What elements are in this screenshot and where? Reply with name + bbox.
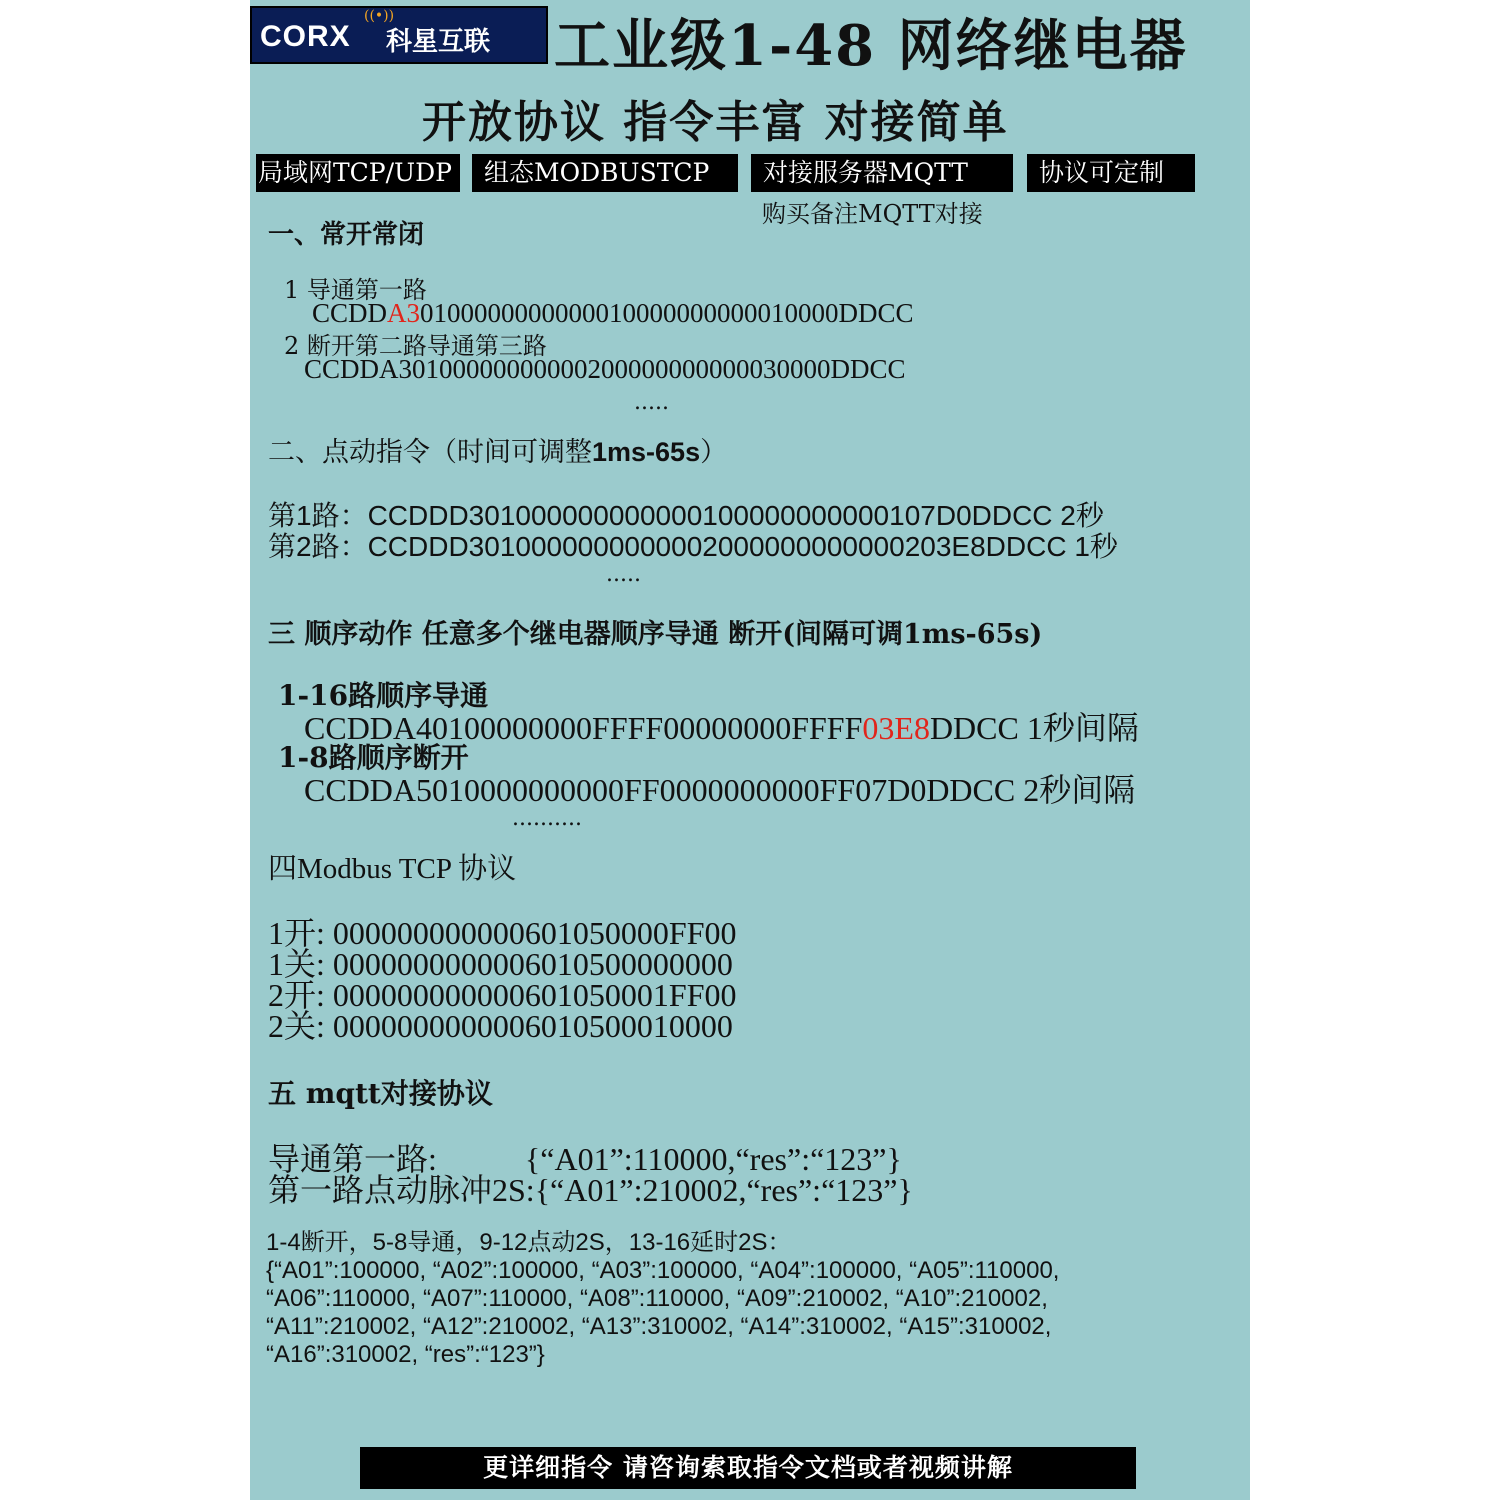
section2-heading — [268, 430, 727, 469]
heading-part: 二、点动指令（时间可调整 — [268, 437, 592, 468]
s2-ellipsis: ..... — [606, 562, 641, 587]
modbus-line: 2开: 000000000000601050001FF00 — [268, 977, 737, 1013]
signal-icon: ((•)) — [364, 8, 395, 24]
s3-item2-label: 1-8路顺序断开 — [278, 741, 469, 774]
cmd-part: CCDDA40100000000FFFF00000000FFFF — [304, 710, 863, 746]
tag-mqtt: 对接服务器MQTT — [751, 154, 1013, 192]
tag-modbus: 组态MODBUSTCP — [472, 154, 738, 192]
s2-line2: 第2路：CCDDD3010000000000002000000000000203E8DDCC 1秒 — [268, 531, 1118, 562]
page-subtitle: 开放协议 指令丰富 对接简单 — [422, 97, 1009, 148]
tag-lan: 局域网TCP/UDP — [256, 154, 460, 192]
mqtt-line1: 导通第一路: {“A01”:110000,“res”:“123”} — [268, 1141, 902, 1177]
s1-item2-command: CCDDA30100000000000200000000000030000DDCC — [304, 354, 906, 384]
mqtt-example-title: 1-4断开，5-8导通，9-12点动2S，13-16延时2S： — [266, 1229, 792, 1256]
cmd-part: 0100000000000010000000000010000DDCC — [420, 298, 914, 328]
logo-cn-text: 科星互联 — [386, 27, 491, 57]
poster — [250, 0, 1250, 1500]
section1-heading: 一、常开常闭 — [268, 220, 425, 250]
section3-heading: 三 顺序动作 任意多个继电器顺序导通 断开(间隔可调1ms-65s) — [268, 619, 1043, 650]
cmd-highlight: 03E8 — [862, 710, 930, 746]
heading-range: 1ms-65s — [592, 437, 701, 467]
s2-line1: 第1路：CCDDD301000000000000100000000000107D0DDCC 2秒 — [268, 500, 1104, 531]
s1-item1-command — [312, 298, 914, 329]
mqtt-line2: 第一路点动脉冲2S:{“A01”:210002,“res”:“123”} — [268, 1172, 913, 1208]
page-title: 工业级1-48 网络继电器 — [554, 13, 1188, 79]
modbus-line: 1关: 0000000000006010500000000 — [268, 946, 733, 982]
section4-heading: 四Modbus TCP 协议 — [268, 853, 517, 885]
s3-ellipsis: .......... — [512, 806, 582, 831]
s1-item2-label: 2 断开第二路导通第三路 — [284, 332, 547, 360]
mqtt-example-line: {“A01”:100000, “A02”:100000, “A03”:100000, “A04”:100000, “A05”:110000, — [266, 1257, 1060, 1284]
cmd-part: CCDD — [312, 298, 388, 328]
footer-banner: 更详细指令 请咨询索取指令文档或者视频讲解 — [360, 1447, 1136, 1489]
modbus-line: 1开: 000000000000601050000FF00 — [268, 915, 737, 951]
logo-brand-text: CORX — [260, 20, 351, 53]
mqtt-example-line: “A16”:310002, “res”:“123”} — [266, 1341, 545, 1368]
cmd-part: DDCC 1秒间隔 — [929, 710, 1139, 746]
tag-custom: 协议可定制 — [1027, 154, 1195, 192]
mqtt-example-line: “A11”:210002, “A12”:210002, “A13”:310002, “A14”:310002, “A15”:310002, — [266, 1313, 1052, 1340]
s3-item1-label: 1-16路顺序导通 — [278, 679, 489, 712]
heading-part: ） — [700, 437, 728, 468]
brand-logo — [250, 6, 548, 64]
mqtt-example-line: “A06”:110000, “A07”:110000, “A08”:110000, “A09”:210002, “A10”:210002, — [266, 1285, 1048, 1312]
cmd-highlight: A3 — [387, 298, 421, 328]
modbus-line: 2关: 0000000000006010500010000 — [268, 1008, 733, 1044]
s1-item1-label: 1 导通第一路 — [284, 276, 427, 304]
section5-heading: 五 mqtt对接协议 — [268, 1077, 493, 1110]
s3-item2-command: CCDDA5010000000000FF0000000000FF07D0DDCC 2秒间隔 — [304, 772, 1136, 808]
s1-ellipsis: ..... — [634, 390, 669, 415]
mqtt-note: 购买备注MQTT对接 — [762, 200, 983, 228]
